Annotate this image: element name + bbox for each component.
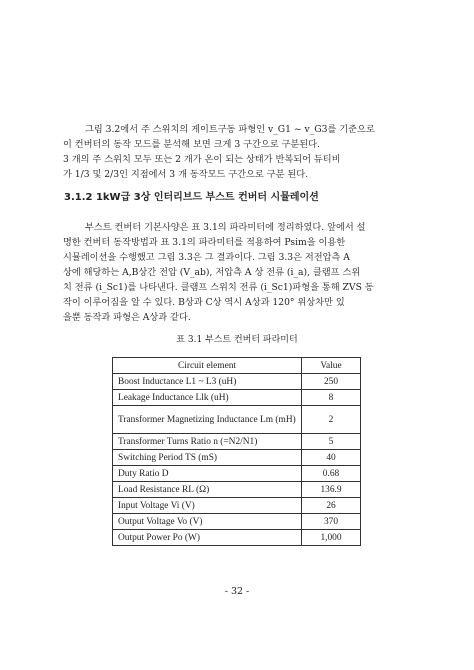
parameter-table [112,357,361,546]
text-line: 가 1/3 및 2/3인 지점에서 3 개 동작모드 구간으로 구분 된다. [63,169,309,180]
column-header-value: Value [302,358,361,374]
row-label: Switching Period TS (mS) [113,450,302,466]
row-label: Boost Inductance L1 ~ L3 (uH) [113,374,302,390]
table-row [113,514,361,530]
row-value: 8 [302,390,361,406]
page-number: - 32 - [224,586,250,597]
row-label: Leakage Inductance Llk (uH) [113,390,302,406]
row-value: 5 [302,434,361,450]
text-line: 상에 해당하는 A,B상간 전압 (V_ab), 저압측 A 상 전류 (i_a), 클램프 스위 [63,267,361,278]
table-row [113,482,361,498]
row-label: Output Power Po (W) [113,530,302,546]
table-row [113,466,361,482]
text-line: 작이 이루어짐을 알 수 있다. B상과 C상 역시 A상과 120° 위상차만 있 [63,297,345,308]
text-line: 그림 3.2에서 주 스위치의 게이트구동 파형인 v_G1 ~ v_G3를 기준으로 [85,124,375,135]
column-header-element: Circuit element [113,358,302,374]
table-row [113,406,361,434]
row-label: Input Voltage Vi (V) [113,498,302,514]
row-value: 1,000 [302,530,361,546]
row-value: 40 [302,450,361,466]
table-row [113,530,361,546]
text-line: 치 전류 (i_Sc1)를 나타낸다. 클램프 스위치 전류 (i_Sc1)파형을 통해 ZVS 동 [63,282,374,293]
row-label: Transformer Turns Ratio n (=N2/N1) [113,434,302,450]
table-caption: 표 3.1 부스트 컨버터 파라미터 [176,335,298,345]
row-value: 2 [302,406,361,434]
text-line: 명한 컨버터 동작방법과 표 3.1의 파라미터를 적용하여 Psim을 이용한 [63,237,346,248]
row-label: Duty Ratio D [113,466,302,482]
table-row [113,390,361,406]
row-value: 250 [302,374,361,390]
row-label: Transformer Magnetizing Inductance Lm (mH) [113,406,302,434]
section-heading: 3.1.2 1kW급 3상 인터리브드 부스트 컨버터 시뮬레이션 [64,192,319,203]
text-line: 이 컨버터의 동작 모드를 분석해 보면 크게 3 구간으로 구분된다. [63,139,320,150]
table-row [113,434,361,450]
row-value: 26 [302,498,361,514]
row-value: 136.9 [302,482,361,498]
table-header-row [113,358,361,374]
text-line: 시뮬레이션을 수행했고 그림 3.3은 그 결과이다. 그림 3.3은 저전압측 A [63,252,350,263]
row-label: Output Voltage Vo (V) [113,514,302,530]
table-row [113,450,361,466]
table-row [113,374,361,390]
table-row [113,498,361,514]
text-line: 부스트 컨버터 기본사양은 표 3.1의 파라미터에 정리하였다. 앞에서 설 [85,222,366,233]
row-label: Load Resistance RL (Ω) [113,482,302,498]
row-value: 370 [302,514,361,530]
row-value: 0.68 [302,466,361,482]
text-line: 3 개의 주 스위치 모두 또는 2 개가 온이 되는 상태가 반복되어 듀티비 [63,154,341,165]
text-line: 을뿐 동작과 파형은 A상과 같다. [63,312,191,323]
